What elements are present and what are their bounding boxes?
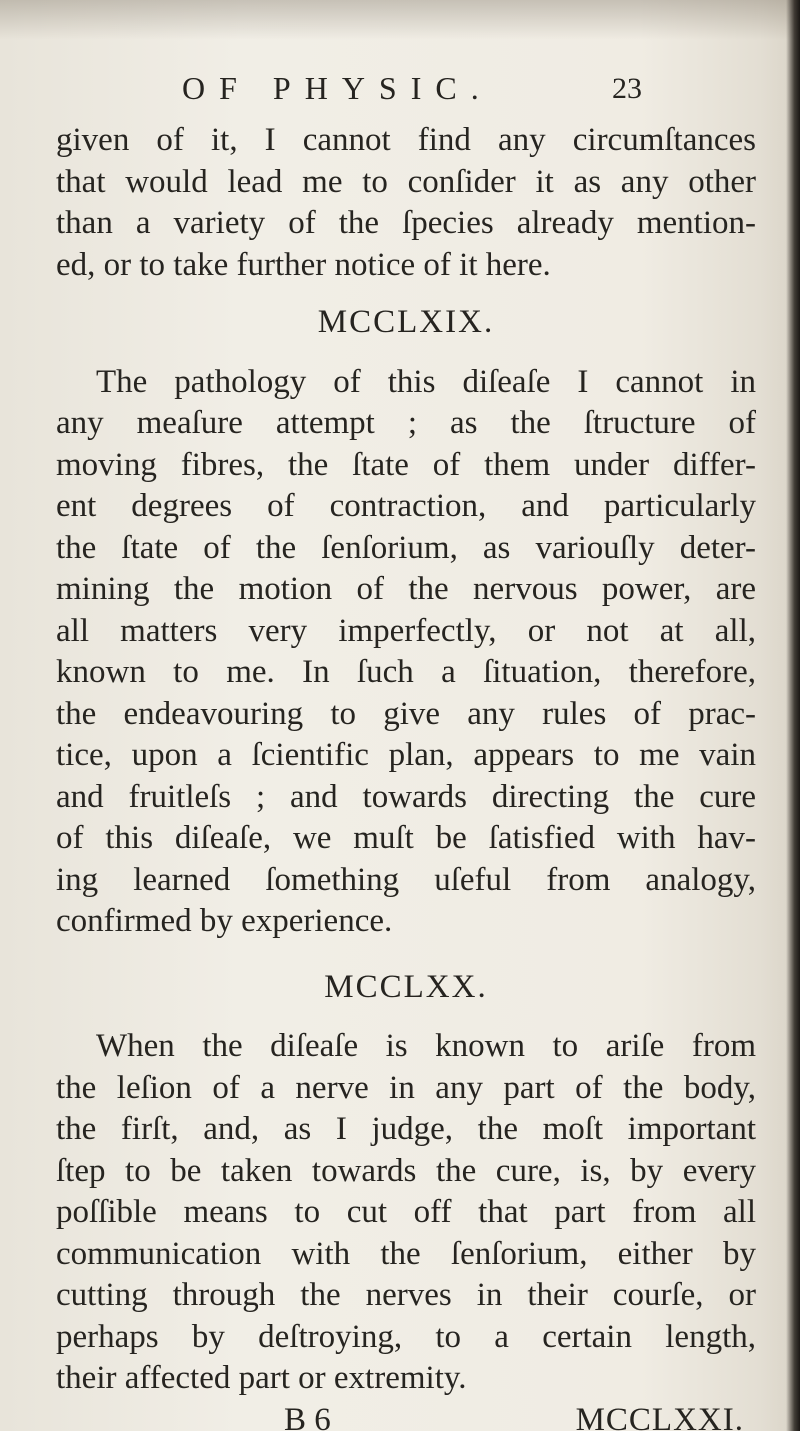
text-line: of this diſeaſe, we muſt be ſatisfied with hav- <box>56 820 756 856</box>
text-line: ent degrees of contraction, and particularly <box>56 488 756 524</box>
text-line: cutting through the nerves in their courſe, or <box>56 1277 756 1313</box>
text-line: poſſible means to cut off that part from all <box>56 1194 756 1230</box>
text-line: ed, or to take further notice of it here. <box>56 246 551 283</box>
text-line: perhaps by deſtroying, to a certain length, <box>56 1318 756 1355</box>
text-line: ſtep to be taken towards the cure, is, by every <box>56 1152 756 1189</box>
text-line: confirmed by experience. <box>56 903 393 939</box>
text-line: and fruitleſs ; and towards directing the cure <box>56 778 756 815</box>
text-line: mining the motion of the nervous power, are <box>56 571 756 607</box>
section-heading: MCCLXIX. <box>317 304 495 340</box>
page-number: 23 <box>612 72 642 105</box>
text-line: moving fibres, the ſtate of them under differ- <box>56 446 756 483</box>
running-head <box>182 70 642 116</box>
text-line: The pathology of this diſeaſe I cannot in <box>96 363 756 400</box>
text-line: that would lead me to conſider it as any other <box>56 163 756 200</box>
page-gutter-edge <box>786 0 800 1431</box>
text-line: communication with the ſenſorium, either by <box>56 1235 756 1272</box>
text-line: all matters very imperfectly, or not at all, <box>56 612 756 649</box>
page-footer <box>56 1400 756 1431</box>
text-block <box>56 120 756 1431</box>
section-paragraph <box>56 1026 756 1400</box>
text-line: the firſt, and, as I judge, the moſt important <box>56 1111 756 1147</box>
text-line: ing learned ſomething uſeful from analogy, <box>56 861 756 898</box>
page-top-shadow <box>0 0 800 40</box>
section-heading: MCCLXX. <box>324 968 488 1005</box>
text-line: any meaſure attempt ; as the ſtructure of <box>56 405 756 441</box>
running-head-title: OF PHYSIC. <box>182 70 493 106</box>
signature-mark: B 6 <box>284 1401 331 1431</box>
section-paragraph <box>56 362 756 943</box>
text-line: than a variety of the ſpecies already mention- <box>56 205 756 241</box>
text-line: their affected part or extremity. <box>56 1360 467 1396</box>
catchword: MCCLXXI. <box>575 1401 744 1431</box>
text-line: the leſion of a nerve in any part of the body, <box>56 1069 756 1106</box>
text-line: the endeavouring to give any rules of prac- <box>56 695 756 732</box>
text-line: tice, upon a ſcientific plan, appears to me vain <box>56 737 756 773</box>
text-line: When the diſeaſe is known to ariſe from <box>96 1028 756 1064</box>
text-line: given of it, I cannot find any circumſtances <box>56 122 756 158</box>
text-line: known to me. In ſuch a ſituation, therefore, <box>56 654 756 690</box>
text-line: the ſtate of the ſenſorium, as variouſly deter- <box>56 529 756 566</box>
continued-paragraph <box>56 120 756 286</box>
